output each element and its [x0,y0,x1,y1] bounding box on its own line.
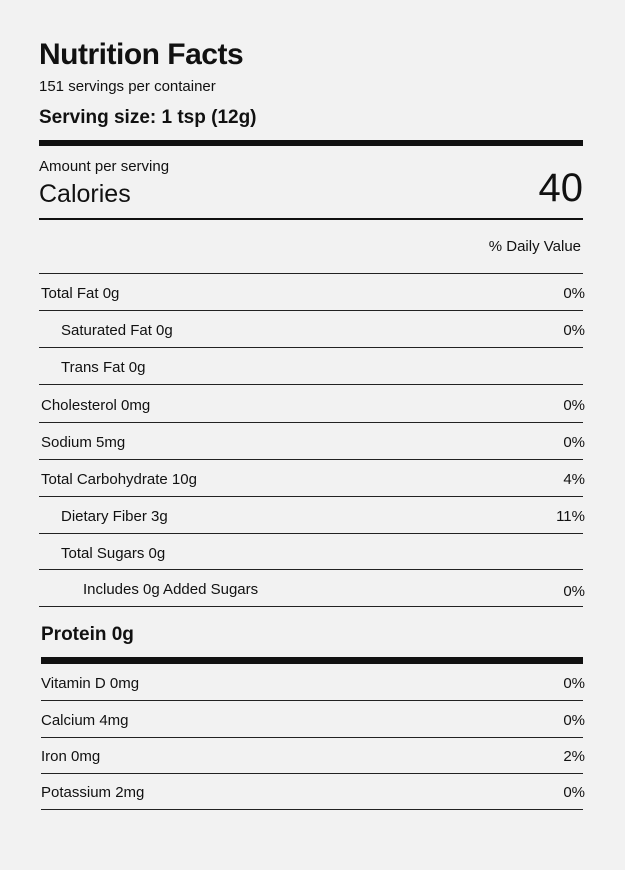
amount-per-serving: Amount per serving [39,158,170,175]
nutrient-daily-value: 0% [563,784,585,801]
nutrient-label: Vitamin D 0mg [41,675,140,692]
thick-divider [39,140,583,146]
nutrient-daily-value: 0% [563,322,585,339]
nutrient-label: Total Fat 0g [41,285,120,302]
row-divider [39,459,583,460]
row-divider [39,569,583,570]
nutrient-row-total-fat [41,275,585,311]
nutrient-label: Total Carbohydrate 10g [41,471,197,488]
row-divider [39,273,583,274]
nutrient-label: Total Sugars 0g [61,545,166,562]
row-divider [39,347,583,348]
vitamin-row-vitamin-d [41,665,585,701]
nutrient-daily-value: 0% [563,397,585,414]
row-divider [39,533,583,534]
nutrient-label: Dietary Fiber 3g [61,508,168,525]
nutrient-daily-value: 11% [556,508,585,525]
nutrient-label: Saturated Fat 0g [61,322,173,339]
vitamin-row-iron [41,738,585,774]
nutrient-row-total-carbohydrate [41,461,585,497]
nutrient-daily-value: 0% [563,583,585,600]
calories-label: Calories [39,180,131,208]
row-divider [39,606,583,607]
nutrient-label: Calcium 4mg [41,712,129,729]
protein-row: Protein 0g [41,624,134,645]
serving-size: Serving size: 1 tsp (12g) [39,107,257,128]
nutrient-row-added-sugars [41,571,585,607]
nutrient-daily-value: 0% [563,434,585,451]
row-divider [41,700,583,701]
nutrient-row-total-sugars [41,535,585,571]
nutrient-daily-value: 2% [563,748,585,765]
row-divider [39,422,583,423]
nutrient-row-sodium [41,424,585,460]
row-divider [39,310,583,311]
medium-divider [39,218,583,220]
panel-title: Nutrition Facts [39,38,244,71]
nutrient-label: Iron 0mg [41,748,101,765]
nutrient-row-trans-fat [41,349,585,385]
nutrient-row-cholesterol [41,387,585,423]
thick-divider [41,657,583,664]
nutrient-daily-value: 0% [563,675,585,692]
row-divider [39,496,583,497]
nutrient-row-dietary-fiber [41,498,585,534]
nutrient-label: Trans Fat 0g [61,359,146,376]
vitamin-row-calcium [41,702,585,738]
nutrient-daily-value: 0% [563,712,585,729]
daily-value-header: % Daily Value [488,238,581,255]
nutrient-daily-value: 4% [563,471,585,488]
row-divider [41,809,583,810]
vitamin-row-potassium [41,774,585,810]
nutrient-label: Potassium 2mg [41,784,145,801]
calories-value: 40 [538,166,583,210]
nutrient-daily-value: 0% [563,285,585,302]
nutrient-row-saturated-fat [41,312,585,348]
servings-per-container: 151 servings per container [39,78,216,95]
nutrient-label: Includes 0g Added Sugars [83,581,259,598]
nutrient-label: Cholesterol 0mg [41,397,151,414]
nutrient-label: Sodium 5mg [41,434,126,451]
row-divider [39,384,583,385]
